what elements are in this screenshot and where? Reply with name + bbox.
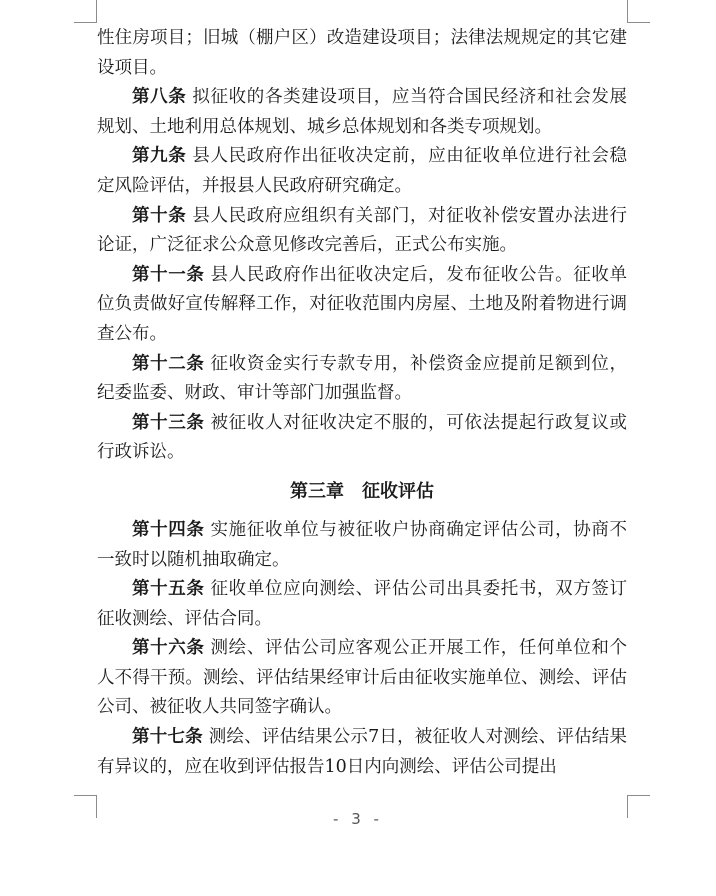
article-label: 第十二条 — [132, 353, 205, 374]
document-body — [97, 24, 627, 782]
article-text: 县人民政府应组织有关部门，对征收补偿安置办法进行论证，广泛征求公众意见修改完善后，正式公布实施。 — [97, 205, 628, 256]
chapter-title: 第三章 征收评估 — [290, 480, 434, 502]
article-label: 第九条 — [132, 146, 187, 167]
article-label: 第八条 — [132, 87, 187, 108]
article-text: 县人民政府作出征收决定前，应由征收单位进行社会稳定风险评估，并报县人民政府研究确定。 — [97, 146, 628, 196]
article-text: 征收资金实行专款专用，补偿资金应提前足额到位，纪委监委、财政、审计等部门加强监督。 — [97, 353, 628, 404]
article-text: 测绘、评估结果公示7日，被征收人对测绘、评估结果有异议的，应在收到评估报告10日内向测绘、评估公司提出 — [97, 727, 627, 777]
article-label: 第十三条 — [132, 412, 205, 433]
article-13 — [97, 409, 627, 468]
article-text: 征收单位应向测绘、评估公司出具委托书，双方签订征收测绘、评估合同。 — [97, 579, 628, 629]
article-label: 第十条 — [132, 205, 187, 226]
article-16 — [97, 634, 627, 723]
article-label: 第十四条 — [132, 519, 205, 540]
article-text: 拟征收的各类建设项目，应当符合国民经济和社会发展规划、土地利用总体规划、城乡总体规划和各类专项规划。 — [97, 87, 628, 137]
article-label: 第十一条 — [132, 264, 205, 285]
article-10 — [97, 202, 627, 261]
article-label: 第十五条 — [132, 579, 205, 600]
continuation-paragraph: 性住房项目；旧城（棚户区）改造建设项目；法律法规规定的其它建设项目。 — [97, 28, 627, 78]
crop-mark-top-left — [74, 0, 97, 23]
article-8 — [97, 83, 627, 142]
article-12 — [97, 350, 627, 409]
article-label: 第十七条 — [132, 727, 203, 748]
article-9 — [97, 142, 627, 201]
article-text: 被征收人对征收决定不服的，可依法提起行政复议或行政诉讼。 — [97, 412, 628, 463]
article-label: 第十六条 — [132, 638, 205, 659]
page-number: - 3 - — [333, 810, 383, 828]
article-17 — [97, 723, 627, 782]
article-11 — [97, 261, 627, 350]
article-text: 测绘、评估公司应客观公正开展工作，任何单位和个人不得干预。测绘、评估结果经审计后由征收实施单位、测绘、评估公司、被征收人共同签字确认。 — [97, 638, 628, 718]
article-text: 实施征收单位与被征收户协商确定评估公司，协商不一致时以随机抽取确定。 — [97, 519, 628, 570]
crop-mark-top-right — [627, 0, 650, 23]
article-15 — [97, 575, 627, 634]
article-14 — [97, 516, 627, 575]
article-text: 县人民政府作出征收决定后，发布征收公告。征收单位负责做好宣传解释工作，对征收范围内房屋、土地及附着物进行调查公布。 — [97, 264, 628, 344]
